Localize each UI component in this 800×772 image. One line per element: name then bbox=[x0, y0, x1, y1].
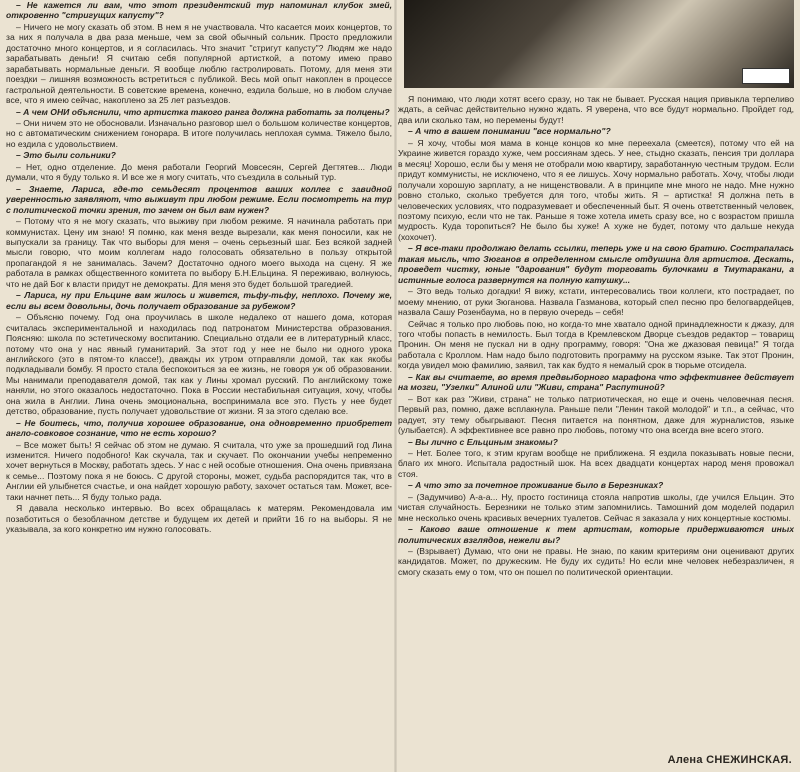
photo bbox=[404, 0, 794, 88]
answer-paragraph: – Они ничем это не обосновали. Изначально разговор шел о большом количестве концертов, но с автоматическим снижением гонорара. В итоге получилась неплохая сумма. Тяжело было, но ездила с удовольствием. bbox=[6, 117, 392, 149]
column-divider bbox=[394, 0, 397, 772]
question-paragraph: – А что это за почетное проживание было в Березниках? bbox=[408, 480, 664, 491]
question-paragraph: – А чем ОНИ объяснили, что артистка такого ранга должна работать за полцены? bbox=[16, 106, 390, 117]
question-paragraph: – Знаете, Лариса, где-то семьдесят процентов ваших коллег с завидной уверенностью заявляют, что выживут при любом режиме. Если посмотреть на тур с политической точки зрения, то зачем он был вам нужен? bbox=[6, 183, 392, 215]
answer-paragraph: – (Задумчиво) А-а-а... Ну, просто гостиница стояла напротив школы, где учился Ельцин. Это чистая случайность. Березники не только этим запомнились. Тамошний дом моделей подарил мне несколько очень красивых вечерних туалетов. Сейчас я заказала у них концертные костюмы. bbox=[398, 491, 794, 523]
article-column-right bbox=[398, 0, 794, 772]
question-paragraph: – Каково ваше отношение к тем артистам, которые придерживаются иных политических взглядов, нежели вы? bbox=[398, 524, 794, 545]
question-paragraph: – А что в вашем понимании "все нормально"? bbox=[408, 126, 611, 137]
question-paragraph: – Не кажется ли вам, что этот президентский тур напоминал клубок змей, откровенно "стригущих капусту"? bbox=[6, 0, 392, 21]
article-column-left bbox=[6, 0, 392, 772]
answer-paragraph: – Ничего не могу сказать об этом. В нем я не участвовала. Что касается моих концертов, то за них я получала в два раза меньше, чем за свой обычный сольник. Просто предложили достаточно много концертов, и я согласилась. Что значит "стригут капусту"? Людям же надо зарабатывать деньги! Я считаю себя популярной артисткой, а потому имею право зарабатывать нормальные деньги. Я вообще люблю гастролировать. Потому, для меня эти поездки – лишняя возможность встретиться с публикой. Весь мой опыт накоплен в процессе гастрольной деятельности. В советские времена, конечно, ездила больше, но в любом случае все, что я имею сейчас, накоплено за 25 лет разъездов. bbox=[6, 21, 392, 106]
answer-paragraph: – Я хочу, чтобы моя мама в конце концов ко мне переехала (смеется), потому что ей на Украине живется гораздо хуже, чем россиянам здесь. У нее, стыдно сказать, пенсия три доллара в месяц! Хорошо, если бы у меня не отобрали мою квартиру, заработанную честным трудом. Если придут коммунисты, не исключено, что я ее лишусь. Хочу нормально работать. Хочу, чтобы люди получали хорошую зарплату, а не нищенствовали. А в принципе мне много не надо. Мне нужно ровно столько, сколько требуется для того, чтобы жить. Я – артистка! Я должна петь в человеческих условиях, что подразумевает и обеспеченный быт. Я очень ответственный человек, поэтому психую, если что не так. Раньше я тоже хотела иметь сразу все, но с возрастом пришла мудрость. Куда торопиться? Не было бы хуже! А хуже не будет, потому что дальше некуда (хохочет). bbox=[398, 137, 794, 242]
answer-paragraph: – Вот как раз "Живи, страна" не только патриотическая, но еще и очень человечная песня. Первый раз, помню, даже всплакнула. Раньше пели "Ленин такой молодой" и т.п., а сейчас, что радует, эту тему обыгрывают. Песня питается на понятном, даже для журналистов, языке (улыбается). А эффективнее все равно про любовь, потому что она всегда вне всего этого. bbox=[398, 393, 794, 436]
question-paragraph: – Я все-таки продолжаю делать ссылки, теперь уже и на свою братию. Сострапалась такая мысль, что Зюганов в определенном смысле отдушина для артистов. Дескать, проведет чистку, юные "дарования" будут торговать булочками в Тмутаракани, а истинные голоса развернутся на полную катушку... bbox=[398, 243, 794, 285]
author-signature: Алена СНЕЖИНСКАЯ. bbox=[667, 754, 792, 766]
question-paragraph: – Не боитесь, что, получив хорошее образование, она одновременно приобретет англо-совковое сознание, что не есть хорошо? bbox=[6, 417, 392, 439]
answer-paragraph: Сейчас я только про любовь пою, но когда-то мне хватало одной принадлежности к джазу, для того чтобы попасть в немилость. Был тогда в Кремлевском Дворце съездов редактор – товарищ Пронин. Он меня не пускал ни в одну программу, говоря: "Она же джазовая певица!" Я тогда работала с Кроллом. Нам надо было подготовить программу на русском языке. Так этот Пронин, когда увидел мою фамилию, заявил, так как будто я немалый срок в тюрьме отсидела. bbox=[398, 318, 794, 371]
answer-paragraph: – (Взрывает) Думаю, что они не правы. Не знаю, по каким критериям они оценивают других кандидатов. Может, по дружеским. Не буду их судить! Но если мне человек небезразличен, я смогу сказать ему о том, что он пошел по политической ориентации. bbox=[398, 546, 794, 577]
photo-caption-tag bbox=[742, 68, 790, 84]
answer-paragraph: – Объясню почему. Год она проучилась в школе недалеко от нашего дома, которая считалась экспериментальной и находилась под патронатом Министерства образования. Поясняю: школа по эстетическому воспитанию. Специально отдали ее в литературный класс, потому что она у нас явный гуманитарий. За этот год у нее не было ни одного урока английского (это в пятом-то классе!), дважды их утром отправляли домой, так как якобы подкладывали бомбу. Я просто стала беспокоиться за ее жизнь, не говоря уж об образовании. Мы нанимали преподавателя домой, так как у Лины хромал русский. По английскому тоже наняли, но этого оказалось недостаточно. Пока в России нестабильная ситуация, хочу, чтобы она жила в Англии. Лина очень эмоциональна, воспринимала все это. Пусть у нее будет детство, образование, пусть получает удовольствие от жизни. Я за этого сделаю все. bbox=[6, 312, 392, 417]
answer-paragraph: Я давала несколько интервью. Во всех обращалась к матерям. Рекомендовала им позаботиться о безоблачном детстве и будущем их детей и прийти 16 го на выборы. Я не указывала, за кого конкретно им нужно голосовать. bbox=[6, 503, 392, 535]
answer-paragraph: Я понимаю, что люди хотят всего сразу, но так не бывает. Русская нация привыкла терпеливо ждать, а сейчас действительно нужно ждать. Я уверена, что все будут нормально. Пройдет год, два или сколько там, но перемены будут! bbox=[398, 94, 794, 125]
answer-paragraph: – Потому что я не могу сказать, что выживу при любом режиме. Я начинала работать при коммунистах. Цену им знаю! Я помню, как меня везде вырезали, как меня поносили, как не выпускали за границу. Так что выборы для меня – очень серьезный шаг. Без всякой задней мысли говорю, что моим коллегам надо голосовать обязательно в пользу открытой пропагандой я не занималась. Зачем? Достаточно одного моего выхода на сцену. Я же работала в рамках общественного комитета по выбору Б.Н.Ельцина. Я переживаю, волнуюсь, что не дай Бог к власти придут не демократы. Для меня это будет большой трагедией. bbox=[6, 216, 392, 289]
question-paragraph: – Как вы считаете, во время предвыборного марафона что эффективнее действует на мозги, "Узелки" Алиной или "Живи, страна" Распутиной? bbox=[398, 371, 794, 393]
answer-paragraph: – Это ведь только догадки! Я вижу, кстати, интересовались твои коллеги, кто пострадает, по моему мнению, от руки Зюганова. Назвала Газманова, который спел песню про белогвардейцев, назвала Сашу Розенбаума, но в первую очередь – себя! bbox=[398, 286, 794, 318]
answer-paragraph: – Нет. Более того, к этим кругам вообще не приближена. Я ездила показывать новые песни, благо их много. Испытала радостный шок. На всех двадцати концертах народ меня провожал стоя. bbox=[398, 447, 794, 479]
question-paragraph: – Это были сольники? bbox=[16, 150, 116, 161]
answer-paragraph: – Нет, одно отделение. До меня работали Георгий Мовсесян, Сергей Дегтятев... Люди думали, что я буду только я. И все же я могу считать, что съездила в сольный тур. bbox=[6, 161, 392, 183]
question-paragraph: – Вы лично с Ельциным знакомы? bbox=[408, 436, 558, 447]
question-paragraph: – Лариса, ну при Ельцине вам жилось и живется, тьфу-тьфу, неплохо. Почему же, если вы всем довольны, дочь получает образование за рубежом? bbox=[6, 290, 392, 311]
answer-paragraph: – Все может быть! Я сейчас об этом не думаю. Я считала, что уже за прошедший год Лина изменится. Ничего подобного! Как скучала, так и скучает. По окончании учебы непременно хочет вернуться в Москву, работать здесь. У нас с ней особые отношения. Она очень привязана к семье... Поэтому пока я не боюсь. С другой стороны, может, судьба распорядится так, что в Англии ей улыбнется счастье, и она найдет хорошую работу, захочет остаться там. Может, все-таки начнет петь... Я буду только рада. bbox=[6, 439, 392, 502]
